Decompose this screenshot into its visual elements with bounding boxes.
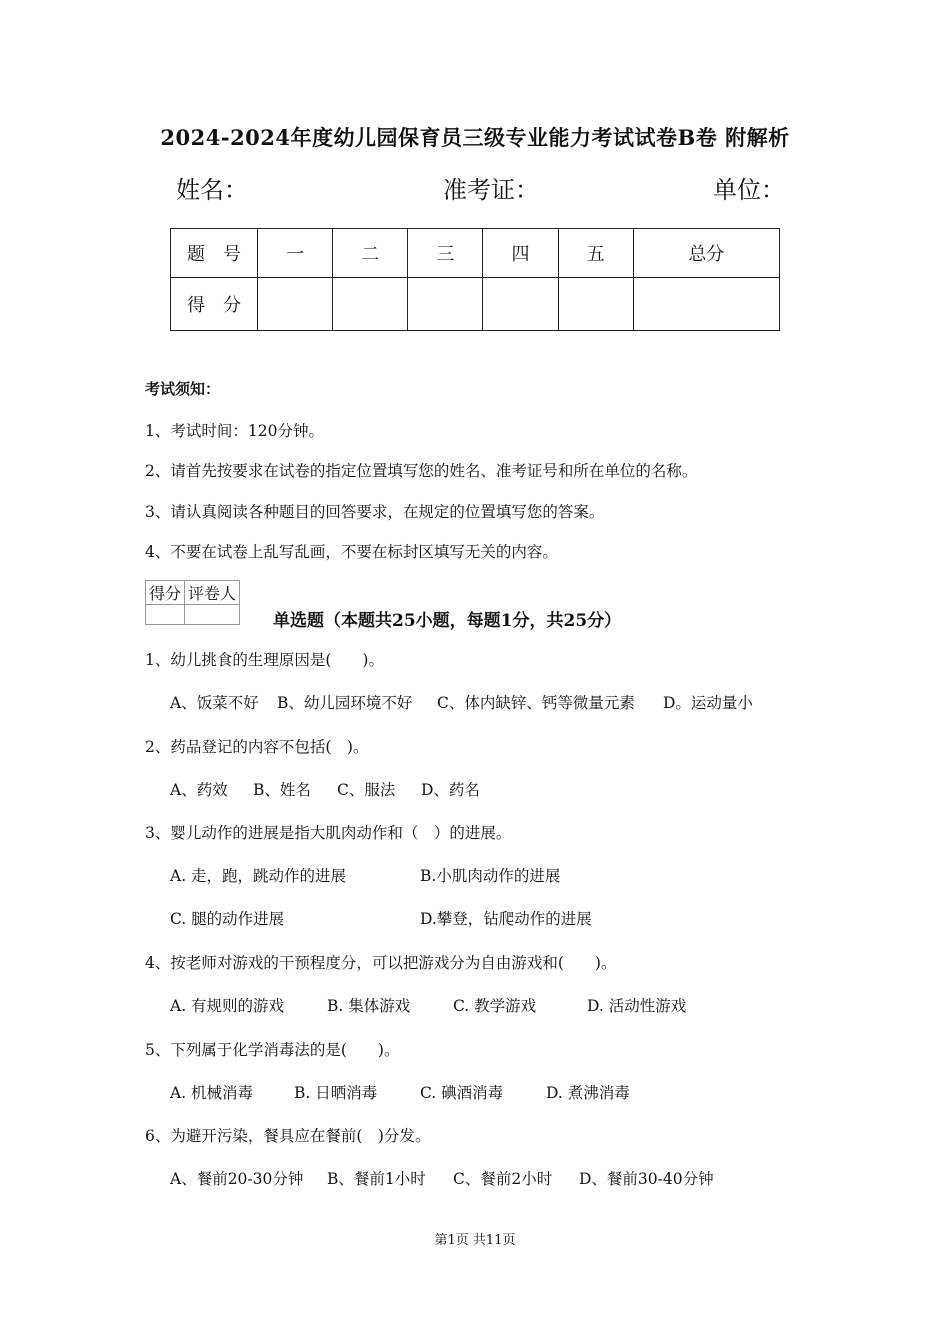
notice-item: 4、不要在试卷上乱写乱画，不要在标封区填写无关的内容。: [145, 543, 558, 561]
score-table: [170, 228, 780, 331]
score-cell-total[interactable]: [633, 278, 779, 331]
score-header-label: 题 号: [171, 229, 258, 278]
option-d: D.攀登，钻爬动作的进展: [420, 910, 592, 928]
question-stem: 4、按老师对游戏的干预程度分，可以把游戏分为自由游戏和( )。: [145, 954, 617, 972]
option-b: B. 集体游戏: [327, 997, 411, 1015]
notice-title: 考试须知：: [145, 380, 221, 398]
score-cell-5[interactable]: [558, 278, 633, 331]
score-header-5: 五: [558, 229, 633, 278]
option-b: B、幼儿园环境不好: [277, 694, 413, 712]
option-a: A. 走，跑，跳动作的进展: [170, 867, 347, 885]
notice-item: 2、请首先按要求在试卷的指定位置填写您的姓名、准考证号和所在单位的名称。: [145, 462, 698, 480]
score-header-3: 三: [408, 229, 483, 278]
option-a: A. 机械消毒: [170, 1084, 254, 1102]
grader-box: [145, 580, 240, 625]
option-c: C. 腿的动作进展: [170, 910, 285, 928]
option-a: A. 有规则的游戏: [170, 997, 285, 1015]
option-b: B、姓名: [253, 781, 311, 799]
page-title: 2024-2024年度幼儿园保育员三级专业能力考试试卷B卷 附解析: [160, 125, 790, 150]
question-stem: 6、为避开污染，餐具应在餐前( )分发。: [145, 1127, 431, 1145]
question-stem: 3、婴儿动作的进展是指大肌肉动作和（ ）的进展。: [145, 824, 512, 842]
option-b: B. 日晒消毒: [294, 1084, 378, 1102]
score-table-score-row: [171, 278, 780, 331]
option-c: C. 碘酒消毒: [420, 1084, 504, 1102]
section-title: 单选题（本题共25小题，每题1分，共25分）: [273, 611, 622, 631]
ticket-label: 准考证：: [443, 176, 539, 204]
notice-item: 3、请认真阅读各种题目的回答要求，在规定的位置填写您的答案。: [145, 503, 605, 521]
grader-reviewer-label: 评卷人: [185, 581, 240, 605]
option-d: D。运动量小: [663, 694, 753, 712]
option-d: D. 活动性游戏: [587, 997, 687, 1015]
option-d: D. 煮沸消毒: [546, 1084, 630, 1102]
score-table-header-row: [171, 229, 780, 278]
option-d: D、药名: [421, 781, 480, 799]
notice-item: 1、考试时间：120分钟。: [145, 422, 324, 440]
option-d: D、餐前30-40分钟: [579, 1170, 714, 1188]
page-footer: 第1页 共11页: [434, 1233, 516, 1248]
name-label: 姓名：: [176, 176, 248, 204]
option-c: C、服法: [337, 781, 396, 799]
score-header-total: 总分: [633, 229, 779, 278]
grader-score-cell[interactable]: [146, 605, 185, 625]
grader-reviewer-cell[interactable]: [185, 605, 240, 625]
option-b: B、餐前1小时: [327, 1170, 426, 1188]
score-cell-3[interactable]: [408, 278, 483, 331]
unit-label: 单位：: [713, 176, 785, 204]
score-cell-4[interactable]: [483, 278, 558, 331]
option-b: B.小肌肉动作的进展: [420, 867, 561, 885]
score-header-1: 一: [258, 229, 333, 278]
grader-score-label: 得分: [146, 581, 185, 605]
option-c: C、体内缺锌、钙等微量元素: [437, 694, 635, 712]
score-header-4: 四: [483, 229, 558, 278]
option-a: A、饭菜不好: [170, 694, 259, 712]
option-c: C. 教学游戏: [453, 997, 537, 1015]
score-row-label: 得 分: [171, 278, 258, 331]
question-stem: 2、药品登记的内容不包括( )。: [145, 738, 369, 756]
score-cell-2[interactable]: [333, 278, 408, 331]
score-cell-1[interactable]: [258, 278, 333, 331]
question-stem: 5、下列属于化学消毒法的是( )。: [145, 1041, 400, 1059]
option-a: A、餐前20-30分钟: [170, 1170, 304, 1188]
question-stem: 1、幼儿挑食的生理原因是( )。: [145, 651, 384, 669]
option-c: C、餐前2小时: [453, 1170, 553, 1188]
option-a: A、药效: [170, 781, 228, 799]
score-header-2: 二: [333, 229, 408, 278]
